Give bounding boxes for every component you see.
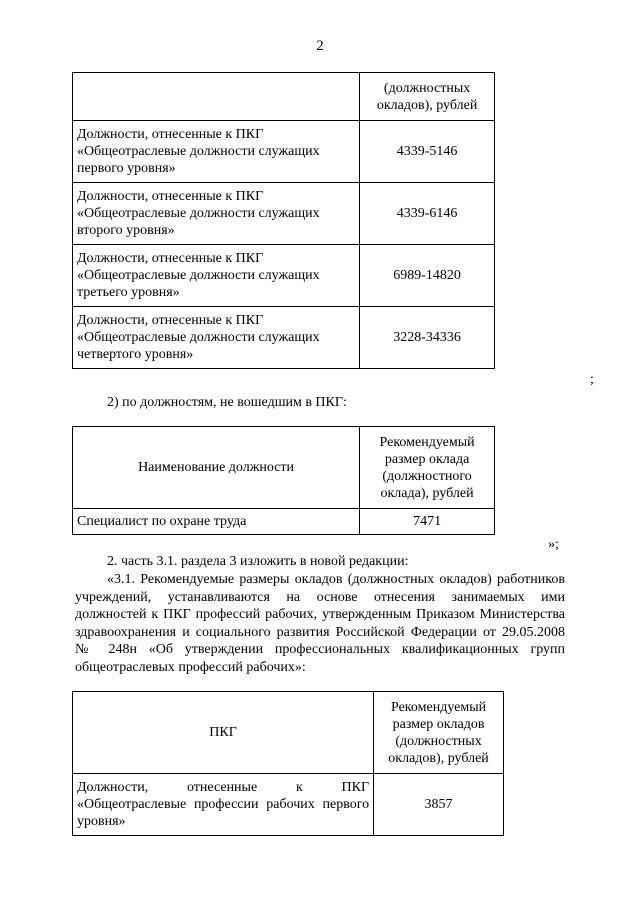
text-line: № 248н «Об утверждении профессиональных квалификационных групп bbox=[75, 642, 565, 657]
salary-value-cell: 3228-34336 bbox=[360, 307, 495, 369]
position-name-cell: Специалист по охране труда bbox=[73, 509, 360, 535]
table-header-cell: Рекомендуемый размер оклада (должностного оклада), рублей bbox=[360, 427, 495, 509]
table-row bbox=[73, 183, 495, 245]
table-header-row bbox=[73, 73, 495, 121]
text-line: здравоохранения и социального развития Российской Федерации от 29.05.2008 bbox=[75, 624, 565, 640]
table-header-cell: (должностных окладов), рублей bbox=[360, 73, 495, 121]
salary-value-cell: 4339-6146 bbox=[360, 183, 495, 245]
salary-value-cell: 3857 bbox=[374, 774, 504, 836]
table-row bbox=[73, 121, 495, 183]
table2-trailing-mark: »; bbox=[548, 537, 559, 552]
paragraph-new-wording bbox=[75, 571, 565, 676]
salary-table-workers bbox=[72, 691, 504, 836]
paragraph-positions-not-in-pkg: 2) по должностям, не вошедшим в ПКГ: bbox=[107, 395, 347, 410]
text-line: «3.1. Рекомендуемые размеры окладов (должностных окладов) работников bbox=[107, 572, 565, 587]
table-header-cell: Рекомендуемый размер окладов (должностных окладов), рублей bbox=[374, 692, 504, 774]
salary-value-cell: 6989-14820 bbox=[360, 245, 495, 307]
table-header-cell bbox=[73, 73, 360, 121]
table-header-cell: ПКГ bbox=[73, 692, 374, 774]
table-header-cell: Наименование должности bbox=[73, 427, 360, 509]
paragraph-section-amendment: 2. часть 3.1. раздела 3 изложить в новой редакции: bbox=[107, 554, 409, 569]
position-name-cell: Должности, отнесенные к ПКГ «Общеотраслевые должности служащих первого уровня» bbox=[73, 121, 360, 183]
salary-table-employees bbox=[72, 72, 495, 369]
table-header-row bbox=[73, 692, 504, 774]
position-name-cell: Должности, отнесенные к ПКГ «Общеотраслевые должности служащих третьего уровня» bbox=[73, 245, 360, 307]
table-row bbox=[73, 509, 495, 535]
text-line: учреждений, устанавливаются на основе отнесения занимаемых ими bbox=[75, 589, 565, 605]
salary-table-other-positions bbox=[72, 426, 495, 535]
page-number: 2 bbox=[316, 38, 324, 54]
text-line: должностей к ПКГ профессий рабочих, утвержденным Приказом Министерства bbox=[75, 607, 565, 622]
table1-trailing-mark: ; bbox=[590, 372, 594, 387]
salary-value-cell: 4339-5146 bbox=[360, 121, 495, 183]
salary-value-cell: 7471 bbox=[360, 509, 495, 535]
table-row bbox=[73, 774, 504, 836]
position-name-cell: Должности, отнесенные к ПКГ «Общеотраслевые должности служащих второго уровня» bbox=[73, 183, 360, 245]
position-name-cell: Должности, отнесенные к ПКГ «Общеотраслевые должности служащих четвертого уровня» bbox=[73, 307, 360, 369]
table-header-row bbox=[73, 427, 495, 509]
table-row bbox=[73, 307, 495, 369]
text-line: общеотраслевых профессий рабочих»: bbox=[75, 659, 306, 675]
table-row bbox=[73, 245, 495, 307]
position-name-cell: Должности, отнесенные к ПКГ «Общеотраслевые профессии рабочих первого уровня» bbox=[73, 774, 374, 836]
